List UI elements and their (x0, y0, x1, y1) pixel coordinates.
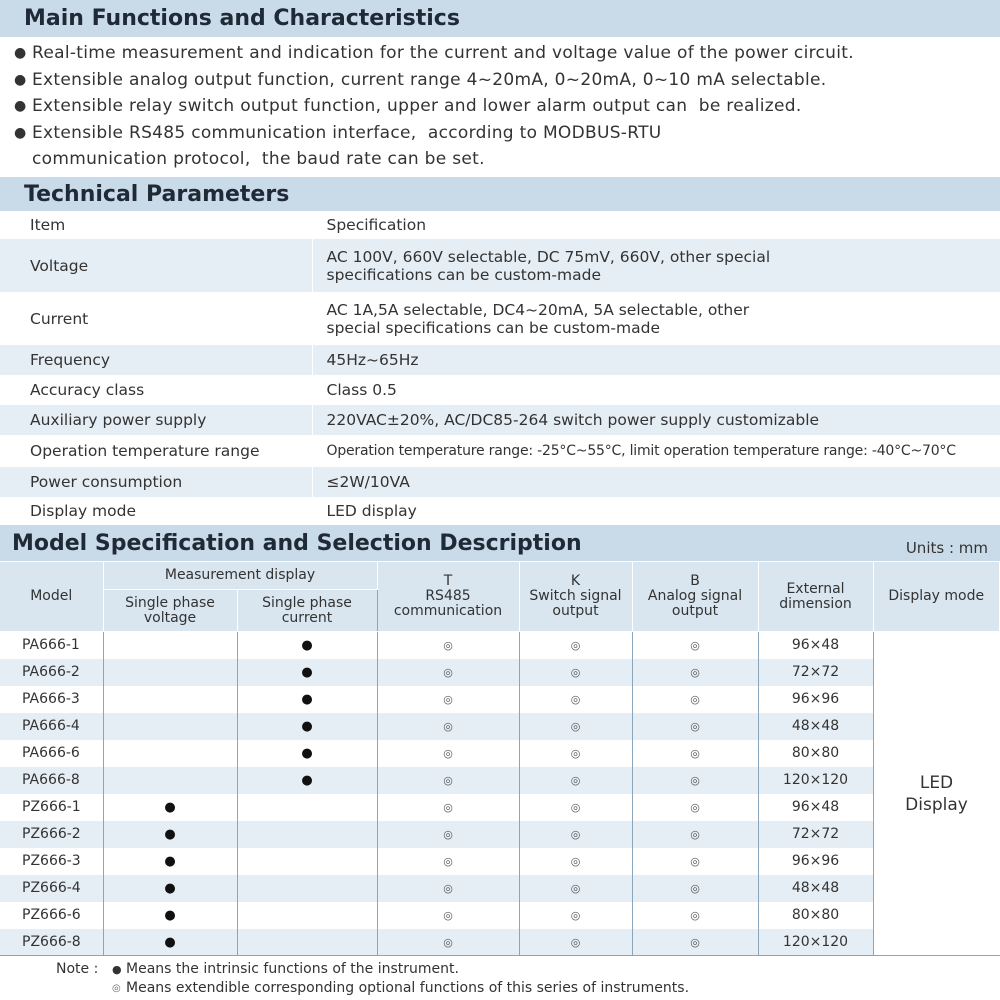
rs485-cell-value: ◎ (443, 909, 453, 922)
voltage-cell (103, 740, 237, 767)
voltage-cell (103, 929, 237, 956)
technical-parameters-table (0, 211, 1000, 525)
switch-cell-value: ◎ (570, 855, 581, 868)
table-row (0, 875, 1000, 902)
model-cell-value: PZ666-4 (22, 880, 81, 896)
rs485-cell-value: ◎ (443, 693, 453, 706)
switch-cell (519, 740, 632, 767)
dimension-cell (758, 794, 873, 821)
technical-parameters-title: Technical Parameters (24, 181, 290, 207)
table-row (0, 767, 1000, 794)
switch-cell-value: ◎ (570, 666, 581, 679)
current-cell (237, 632, 377, 659)
param-item: Frequency (0, 345, 312, 375)
current-cell (237, 767, 377, 794)
voltage-cell-value: ● (164, 854, 176, 869)
dimension-cell-value: 48×48 (791, 880, 840, 896)
current-cell (237, 875, 377, 902)
current-cell-value: ● (301, 773, 313, 788)
spec-line: AC 100V, 660V selectable, DC 75mV, 660V, other special (326, 247, 771, 266)
rs485-cell (377, 767, 519, 794)
header-label: Analog signal output (647, 588, 743, 619)
dimension-cell-value: 80×80 (791, 907, 840, 923)
column-header-dimension: External dimension (758, 562, 873, 632)
bullet-icon: ● (14, 45, 27, 61)
table-row (0, 632, 1000, 659)
note-label: Note : (56, 961, 99, 977)
spec-line: specifications can be custom-made (326, 265, 601, 284)
model-cell-value: PA666-4 (22, 718, 80, 734)
feature-text: Real-time measurement and indication for the current and voltage value of the power circuit. (32, 43, 854, 63)
intrinsic-dot-icon: ● (112, 963, 122, 976)
voltage-cell (103, 632, 237, 659)
column-header-voltage: Single phase voltage (103, 590, 237, 632)
analog-cell-value: ◎ (690, 639, 700, 653)
model-cell-value: PA666-1 (22, 637, 80, 654)
model-selection-table (0, 561, 1000, 956)
rs485-cell-value: ◎ (443, 666, 453, 679)
column-header-switch (519, 562, 632, 632)
switch-cell-value: ◎ (570, 639, 581, 653)
rs485-cell (377, 740, 519, 767)
current-cell (237, 713, 377, 740)
analog-cell-value: ◎ (690, 666, 700, 679)
current-cell-value: ● (301, 746, 313, 761)
rs485-cell-value: ◎ (443, 855, 453, 868)
voltage-cell-value: ● (164, 827, 176, 842)
switch-cell (519, 767, 632, 794)
dimension-cell-value: 80×80 (791, 745, 840, 761)
rs485-cell (377, 686, 519, 713)
rs485-cell (377, 902, 519, 929)
param-spec: Operation temperature range: -25°C~55°C, limit operation temperature range: -40°C~70°C (312, 435, 1000, 467)
table-row (0, 345, 1000, 375)
voltage-cell-value: ● (164, 934, 176, 950)
switch-cell (519, 875, 632, 902)
analog-cell-value: ◎ (690, 935, 700, 949)
model-cell-value: PA666-8 (22, 772, 80, 788)
current-cell (237, 929, 377, 956)
analog-cell (632, 632, 758, 659)
analog-cell-value: ◎ (690, 909, 700, 922)
table-row (0, 848, 1000, 875)
bullet-icon: ● (14, 124, 27, 141)
model-cell-value: PZ666-3 (22, 853, 81, 869)
table-header-row (0, 211, 1000, 239)
header-code: K (570, 573, 581, 589)
voltage-cell (103, 767, 237, 794)
current-cell-value: ● (301, 638, 313, 654)
main-functions-title: Main Functions and Characteristics (24, 6, 460, 31)
switch-cell-value: ◎ (570, 747, 581, 760)
display-mode-line: Display (905, 794, 968, 815)
table-row (0, 929, 1000, 956)
param-spec: Class 0.5 (312, 375, 1000, 405)
dimension-cell (758, 740, 873, 767)
dimension-cell-value: 96×96 (791, 691, 840, 707)
analog-cell (632, 659, 758, 686)
table-row (0, 467, 1000, 497)
switch-cell (519, 929, 632, 956)
column-header-analog (632, 562, 758, 632)
switch-cell-value: ◎ (570, 828, 581, 841)
dimension-cell (758, 713, 873, 740)
current-cell (237, 686, 377, 713)
header-code: T (443, 573, 453, 589)
switch-cell (519, 632, 632, 659)
header-label: Switch signal output (529, 588, 622, 619)
model-cell (0, 902, 103, 929)
analog-cell (632, 848, 758, 875)
list-item (14, 93, 994, 120)
table-row (0, 821, 1000, 848)
footnote (56, 960, 689, 998)
model-cell (0, 821, 103, 848)
rs485-cell-value: ◎ (443, 882, 453, 895)
dimension-cell (758, 821, 873, 848)
param-item: Voltage (0, 239, 312, 292)
dimension-cell-value: 120×120 (782, 933, 849, 950)
feature-list (14, 40, 994, 173)
rs485-cell (377, 875, 519, 902)
spec-line: special specifications can be custom-made (326, 318, 660, 337)
rs485-cell (377, 821, 519, 848)
rs485-cell (377, 659, 519, 686)
param-spec: 45Hz~65Hz (312, 345, 1000, 375)
param-item: Display mode (0, 497, 312, 525)
switch-cell-value: ◎ (570, 909, 581, 922)
list-item (14, 40, 994, 67)
model-cell (0, 767, 103, 794)
param-item: Current (0, 292, 312, 345)
dimension-cell (758, 902, 873, 929)
analog-cell-value: ◎ (690, 855, 700, 868)
dimension-cell (758, 632, 873, 659)
rs485-cell-value: ◎ (443, 774, 453, 787)
current-cell (237, 902, 377, 929)
model-cell-value: PZ666-1 (22, 799, 81, 815)
column-header-rs485 (377, 562, 519, 632)
analog-cell (632, 902, 758, 929)
note-line: Means extendible corresponding optional functions of this series of instruments. (126, 980, 690, 996)
voltage-cell (103, 821, 237, 848)
rs485-cell-value: ◎ (443, 720, 453, 733)
model-cell (0, 740, 103, 767)
analog-cell-value: ◎ (690, 801, 700, 814)
voltage-cell (103, 794, 237, 821)
model-cell-value: PA666-6 (22, 745, 80, 761)
dimension-cell-value: 96×48 (791, 799, 840, 815)
display-mode-cell (873, 632, 1000, 956)
note-line: Means the intrinsic functions of the instrument. (126, 961, 459, 977)
column-header-measurement: Measurement display (103, 562, 377, 590)
table-row (0, 405, 1000, 435)
dimension-cell-value: 48×48 (791, 718, 840, 734)
switch-cell (519, 848, 632, 875)
voltage-cell-value: ● (164, 908, 176, 923)
main-functions-heading (0, 0, 1000, 37)
table-row (0, 713, 1000, 740)
analog-cell (632, 767, 758, 794)
analog-cell (632, 929, 758, 956)
model-specification-heading (0, 525, 1000, 561)
model-specification-title: Model Specification and Selection Description (12, 530, 582, 556)
analog-cell (632, 821, 758, 848)
switch-cell (519, 713, 632, 740)
table-row (0, 239, 1000, 292)
switch-cell (519, 686, 632, 713)
switch-cell (519, 821, 632, 848)
param-spec (312, 292, 1000, 345)
dimension-cell (758, 848, 873, 875)
current-cell-value: ● (301, 692, 313, 707)
analog-cell-value: ◎ (690, 747, 700, 760)
model-cell-value: PA666-3 (22, 691, 80, 707)
dimension-cell (758, 686, 873, 713)
dimension-cell-value: 96×96 (791, 853, 840, 869)
column-header-current: Single phase current (237, 590, 377, 632)
model-cell (0, 929, 103, 956)
bullet-icon: ● (14, 71, 27, 88)
model-cell-value: PZ666-6 (22, 907, 81, 923)
rs485-cell (377, 713, 519, 740)
analog-cell (632, 740, 758, 767)
analog-cell-value: ◎ (690, 720, 700, 733)
voltage-cell (103, 659, 237, 686)
voltage-cell (103, 875, 237, 902)
column-header-model: Model (0, 562, 103, 632)
current-cell (237, 821, 377, 848)
analog-cell (632, 875, 758, 902)
model-cell (0, 659, 103, 686)
rs485-cell-value: ◎ (443, 935, 453, 949)
current-cell (237, 848, 377, 875)
model-cell (0, 848, 103, 875)
param-spec (312, 239, 1000, 292)
model-cell (0, 794, 103, 821)
switch-cell (519, 659, 632, 686)
param-spec: LED display (312, 497, 1000, 525)
switch-cell-value: ◎ (570, 720, 581, 733)
dimension-cell (758, 875, 873, 902)
dimension-cell-value: 72×72 (791, 664, 840, 680)
switch-cell (519, 902, 632, 929)
table-row (0, 292, 1000, 345)
switch-cell-value: ◎ (570, 774, 581, 787)
rs485-cell (377, 794, 519, 821)
display-mode-line: LED (919, 772, 954, 793)
dimension-cell-value: 72×72 (791, 826, 840, 842)
param-spec: ≤2W/10VA (312, 467, 1000, 497)
bullet-icon: ● (14, 98, 27, 114)
voltage-cell-value: ● (164, 881, 176, 896)
param-item: Accuracy class (0, 375, 312, 405)
analog-cell-value: ◎ (690, 774, 700, 787)
analog-cell (632, 713, 758, 740)
voltage-cell (103, 902, 237, 929)
dimension-cell (758, 767, 873, 794)
voltage-cell-value: ● (164, 800, 176, 815)
voltage-cell (103, 713, 237, 740)
analog-cell (632, 794, 758, 821)
current-cell (237, 740, 377, 767)
param-item: Power consumption (0, 467, 312, 497)
switch-cell-value: ◎ (570, 935, 581, 949)
dimension-cell (758, 929, 873, 956)
header-code: B (690, 573, 700, 589)
model-cell (0, 713, 103, 740)
rs485-cell (377, 848, 519, 875)
dimension-cell-value: 120×120 (782, 772, 849, 788)
rs485-cell (377, 632, 519, 659)
switch-cell-value: ◎ (570, 693, 581, 706)
column-header-item: Item (0, 211, 312, 239)
rs485-cell-value: ◎ (443, 828, 453, 841)
current-cell-value: ● (301, 719, 313, 734)
rs485-cell-value: ◎ (443, 639, 453, 653)
dimension-cell (758, 659, 873, 686)
table-row (0, 497, 1000, 525)
switch-cell-value: ◎ (570, 882, 581, 895)
list-item (14, 120, 994, 173)
current-cell-value: ● (301, 665, 313, 680)
table-row (0, 794, 1000, 821)
current-cell (237, 794, 377, 821)
model-cell (0, 875, 103, 902)
model-cell-value: PA666-2 (22, 664, 80, 680)
spec-line: AC 1A,5A selectable, DC4~20mA, 5A selectable, other (326, 300, 750, 319)
analog-cell (632, 686, 758, 713)
analog-cell-value: ◎ (690, 882, 700, 895)
table-row (0, 686, 1000, 713)
optional-circle-icon: ◎ (112, 983, 121, 994)
header-label: RS485 communication (393, 588, 503, 619)
switch-cell-value: ◎ (570, 801, 581, 814)
voltage-cell (103, 686, 237, 713)
analog-cell-value: ◎ (690, 693, 700, 706)
current-cell (237, 659, 377, 686)
param-item: Operation temperature range (0, 435, 312, 467)
units-label: Units : mm (905, 539, 988, 557)
rs485-cell (377, 929, 519, 956)
rs485-cell-value: ◎ (443, 801, 453, 814)
analog-cell-value: ◎ (690, 828, 700, 841)
param-item: Auxiliary power supply (0, 405, 312, 435)
voltage-cell (103, 848, 237, 875)
dimension-cell-value: 96×48 (791, 637, 840, 654)
model-cell (0, 632, 103, 659)
table-row (0, 659, 1000, 686)
technical-parameters-heading (0, 177, 1000, 211)
table-row (0, 435, 1000, 467)
column-header-display: Display mode (873, 562, 1000, 632)
model-cell-value: PZ666-2 (22, 826, 81, 842)
param-spec: 220VAC±20%, AC/DC85-264 switch power supply customizable (312, 405, 1000, 435)
rs485-cell-value: ◎ (443, 747, 453, 760)
feature-text: Extensible RS485 communication interface, according to MODBUS-RTU communication protocol, the baud rate can be set. (32, 122, 662, 169)
feature-text: Extensible analog output function, current range 4~20mA, 0~20mA, 0~10 mA selectable. (32, 69, 827, 90)
model-cell-value: PZ666-8 (22, 933, 81, 950)
feature-text: Extensible relay switch output function, upper and lower alarm output can be realized. (32, 96, 802, 116)
model-cell (0, 686, 103, 713)
table-row (0, 740, 1000, 767)
switch-cell (519, 794, 632, 821)
table-row (0, 902, 1000, 929)
column-header-spec: Specification (312, 211, 1000, 239)
list-item (14, 67, 994, 94)
table-row (0, 375, 1000, 405)
